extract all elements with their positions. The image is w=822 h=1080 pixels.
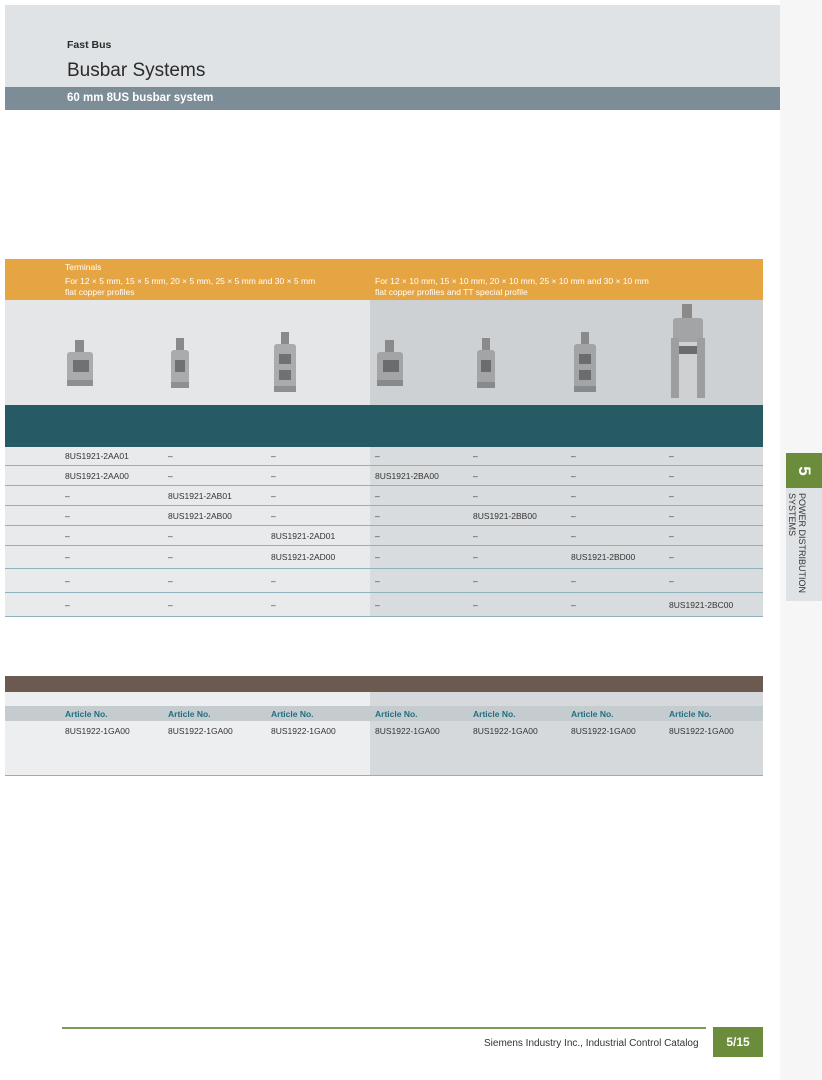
table-cell: – — [65, 552, 70, 562]
table-cell: 8US1921-2AB01 — [168, 490, 232, 501]
article-number: 8US1922-1GA00 — [168, 726, 233, 736]
table-cell: – — [571, 470, 576, 481]
table-cell: – — [473, 490, 478, 501]
page-title: Busbar Systems — [67, 60, 206, 81]
table-cell: – — [473, 470, 478, 481]
table-cell: – — [571, 510, 576, 521]
table-cell: – — [473, 575, 478, 586]
terminals-table — [5, 259, 763, 617]
table-cell: – — [375, 552, 380, 562]
article-number: 8US1922-1GA00 — [271, 726, 336, 736]
table-cell: – — [271, 451, 276, 461]
table-cell: 8US1921-2AD01 — [271, 530, 336, 541]
table-cell: – — [375, 599, 380, 610]
table-cell: – — [65, 490, 70, 501]
table-cell: – — [473, 530, 478, 541]
table-cell: – — [65, 530, 70, 541]
table-cell: – — [669, 510, 674, 521]
footer-rule — [62, 1027, 706, 1029]
chapter-number: 5 — [786, 453, 822, 488]
page-number: 5/15 — [713, 1027, 763, 1057]
table-cell: – — [571, 490, 576, 501]
table-cell: 8US1921-2BC00 — [669, 599, 734, 610]
table-cell: – — [271, 599, 276, 610]
section-bar — [5, 87, 780, 110]
table-cell: – — [473, 552, 478, 562]
table-cell: – — [669, 552, 674, 562]
footer-catalog: Siemens Industry Inc., Industrial Control Catalog — [484, 1038, 699, 1049]
table-cell: – — [669, 470, 674, 481]
table-cell: 8US1921-2BB00 — [473, 510, 537, 521]
small-clamp-icon — [63, 338, 97, 390]
table-cell: – — [168, 575, 173, 586]
article-values-row — [5, 721, 763, 776]
table-cell: – — [65, 510, 70, 521]
table-cell: – — [375, 510, 380, 521]
group-right-label: For 12 × 10 mm, 15 × 10 mm, 20 × 10 mm, 25 × 10 mm and 30 × 10 mm flat copper profiles and TT special profile — [375, 276, 649, 297]
table-cell: – — [168, 552, 173, 562]
article-number: 8US1922-1GA00 — [473, 726, 538, 736]
table-cell: – — [168, 451, 173, 461]
article-number: 8US1922-1GA00 — [669, 726, 734, 736]
article-header: Article No. — [375, 709, 418, 719]
article-header: Article No. — [571, 709, 614, 719]
table-cell: – — [271, 490, 276, 501]
page-header — [5, 5, 780, 87]
narrow-clamp-icon — [474, 336, 498, 392]
terminals-rows — [5, 447, 763, 617]
table-cell: – — [473, 451, 478, 461]
tall-clamp-icon — [271, 330, 299, 396]
table-cell: – — [65, 575, 70, 586]
table-cell: 8US1921-2BD00 — [571, 552, 636, 562]
table-row — [5, 526, 763, 546]
tall-clamp-icon — [571, 330, 599, 396]
table-cell: – — [271, 575, 276, 586]
table-row — [5, 546, 763, 569]
table-cell: – — [669, 490, 674, 501]
article-header: Article No. — [669, 709, 712, 719]
chapter-tab[interactable] — [786, 453, 822, 601]
table-cell: – — [571, 451, 576, 461]
table-cell: 8US1921-2BA00 — [375, 470, 439, 481]
table-row — [5, 447, 763, 466]
group-left-label: For 12 × 5 mm, 15 × 5 mm, 20 × 5 mm, 25 × 5 mm and 30 × 5 mm flat copper profiles — [65, 276, 316, 297]
article-number: 8US1922-1GA00 — [375, 726, 440, 736]
article-number: 8US1922-1GA00 — [571, 726, 636, 736]
small-clamp-icon — [373, 338, 407, 390]
brown-separator — [5, 676, 763, 692]
table-cell: – — [271, 470, 276, 481]
table-row — [5, 466, 763, 486]
table-cell: – — [375, 451, 380, 461]
table-cell: 8US1921-2AD00 — [271, 552, 336, 562]
table-cell: – — [375, 490, 380, 501]
table-cell: – — [271, 510, 276, 521]
product-photos-row — [5, 300, 763, 405]
article-number: 8US1922-1GA00 — [65, 726, 130, 736]
terminals-label: Terminals — [65, 262, 102, 272]
table-row — [5, 486, 763, 506]
narrow-clamp-icon — [168, 336, 192, 392]
table-cell: – — [168, 470, 173, 481]
table-cell: – — [168, 599, 173, 610]
article-header: Article No. — [65, 709, 108, 719]
article-header: Article No. — [271, 709, 314, 719]
article-header-row — [5, 706, 763, 721]
series-label: Fast Bus — [67, 39, 112, 51]
table-row — [5, 506, 763, 526]
large-clamp-icon — [667, 302, 709, 402]
table-cell: – — [168, 530, 173, 541]
table-cell: – — [669, 530, 674, 541]
teal-separator — [5, 405, 763, 447]
table-cell: 8US1921-2AA00 — [65, 470, 129, 481]
table-cell: – — [473, 599, 478, 610]
table-row — [5, 569, 763, 593]
table-cell: – — [669, 451, 674, 461]
chapter-title: POWER DISTRIBUTION SYSTEMS — [787, 493, 807, 594]
table-cell: 8US1921-2AB00 — [168, 510, 232, 521]
table-cell: – — [571, 575, 576, 586]
table-cell: – — [669, 575, 674, 586]
table-row — [5, 593, 763, 617]
article-header: Article No. — [473, 709, 516, 719]
table-cell: – — [571, 599, 576, 610]
article-header: Article No. — [168, 709, 211, 719]
table-cell: – — [65, 599, 70, 610]
accessories-table — [5, 676, 763, 776]
table-cell: – — [375, 530, 380, 541]
table-cell: – — [571, 530, 576, 541]
table-cell: 8US1921-2AA01 — [65, 451, 129, 461]
table-cell: – — [375, 575, 380, 586]
terminals-header — [5, 259, 763, 300]
section-title: 60 mm 8US busbar system — [67, 92, 214, 104]
